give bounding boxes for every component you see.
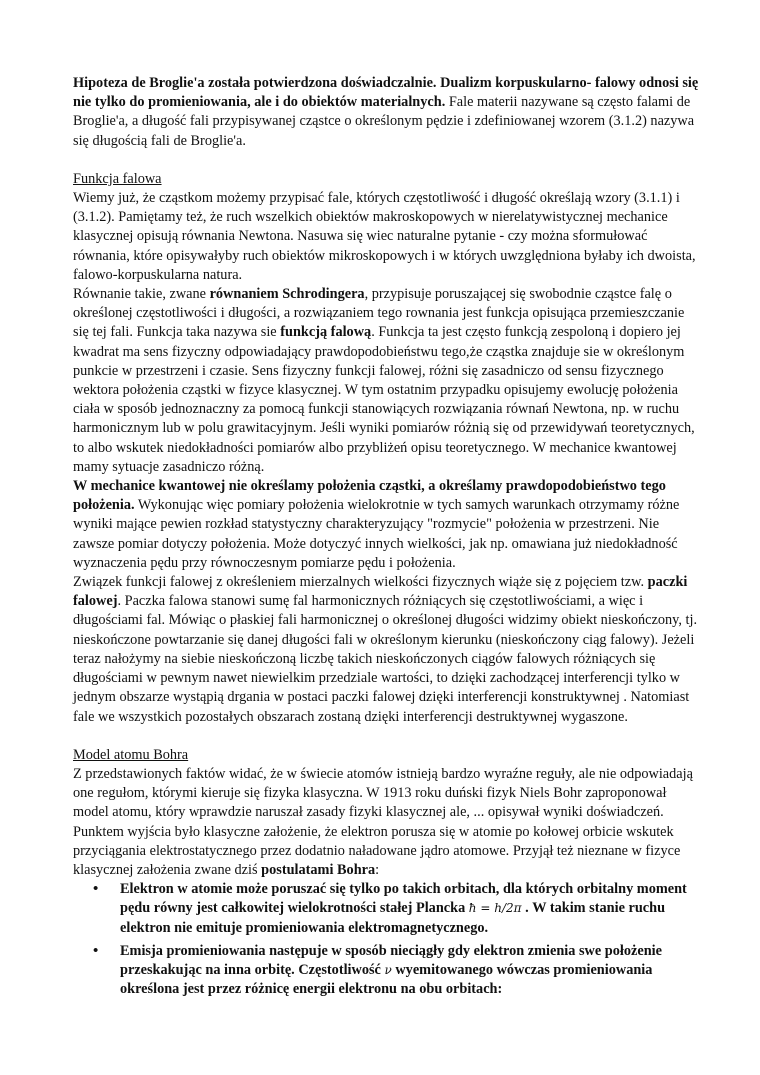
paragraph-bohr bbox=[73, 765, 699, 880]
bold-statement-prawdopodobienstwo: W mechanice kwantowej nie określamy położenia cząstki, a określamy prawdopodobieństwo tego położenia. bbox=[73, 478, 666, 514]
intro-text: Fale materii nazywane są często falami de Broglie'a, a długość fali przypisywanej cząstce o określonym pędzie i zdefiniowanej wzorem (3.1.2) nazywa się długością fali de Broglie'a. bbox=[73, 94, 695, 149]
text-run: Elektron w atomie może poruszać się tylko po takich orbitach, dla których orbitalny moment pędu równy jest całkowitej wielokrotności stałej Plancka bbox=[120, 881, 687, 917]
paragraph-mechanika-kwantowa bbox=[73, 477, 699, 573]
paragraph-wiemy: Wiemy już, że cząstkom możemy przypisać fale, których częstotliwość i długość określają wzory (3.1.1) i (3.1.2). Pamiętamy też, że ruch wszelkich obiektów makroskopowych w nierelatywistycznej mechanice klasycznej opisują równania Newtona. Nasuwa się wiec naturalne pytanie - czy można sformułować równania, które opisywałyby ruch obiektów mikroskopowych i w których uwzględniona byłaby ich dwoista, falowo-korpuskularna natura. bbox=[73, 190, 696, 283]
intro-bold-text: Hipoteza de Broglie'a została potwierdzona doświadczalnie. Dualizm korpuskularno- falowy odnosi się nie tylko do promieniowania, ale i do obiektów materialnych. bbox=[73, 75, 699, 111]
text-run: : bbox=[375, 861, 380, 878]
list-item-postulate-2 bbox=[120, 942, 699, 1000]
paragraph-rownanie bbox=[73, 285, 699, 477]
list-item-postulate-1 bbox=[120, 880, 699, 938]
term-postulaty-bohra: postulatami Bohra bbox=[261, 861, 376, 878]
intro-paragraph bbox=[73, 74, 699, 151]
spacer bbox=[73, 727, 699, 746]
term-paczka-falowa: paczki falowej bbox=[73, 574, 688, 610]
text-run: , przypisuje poruszającej się swobodnie cząstce falę o określonej częstotliwości i długości, a rozwiązaniem tego rownania jest funkcja opisująca przemieszczanie się tej fali. Funkcja taka nazywa sie bbox=[73, 286, 685, 341]
text-run: Wykonując więc pomiary położenia wielokrotnie w tych samych warunkach otrzymamy różne wyniki mające pewien rozkład statystyczny charakteryzujący "rozmycie" położenia w przestrzeni. Nie zawsze pomiar dotyczy położenia. Może dotyczyć innych wielkości, jak np. omawiana już niedokładność wyznaczenia pędu przy równoczesnym pomiarze pędu i położenia. bbox=[73, 497, 680, 571]
text-run: . Paczka falowa stanowi sumę fal harmonicznych różniących się częstotliwościami, a więc i długościami fal. Mówiąc o płaskiej fali harmonicznej o określonej długości widzimy obiekt nieskończony, tj. nieskończone powtarzanie się danej długości fali w określonym kierunku (nieskończony ciąg falowy). Jeżeli teraz nałożymy na siebie nieskończoną liczbę takich nieskończonych ciągów falowych różniących się długościami w pewnym nawet niewielkim przedziale wartości, to dzięki zachodzącej interferencji tylko w jednym obszarze wystąpią drgania w postaci paczki falowej dzięki interferencji konstruktywnej . Natomiast fale we wszystkich pozostałych obszarach zostaną dzięki interferencji destruktywnej wygaszone. bbox=[73, 593, 698, 725]
section-heading-funkcja-falowa: Funkcja falowa bbox=[73, 170, 162, 187]
text-run: wyemitowanego wówczas promieniowania określona jest przez różnicę energii elektronu na obu orbitach: bbox=[120, 961, 653, 998]
spacer bbox=[73, 151, 699, 170]
document-page bbox=[73, 74, 699, 1003]
postulates-list bbox=[73, 880, 699, 999]
paragraph-paczka-falowa bbox=[73, 573, 699, 727]
text-run: Z przedstawionych faktów widać, że w świecie atomów istnieją bardzo wyraźne reguły, ale nie odpowiadają one regułom, którymi kieruje się fizyka klasyczna. W 1913 roku duński fizyk Niels Bohr zaproponował model atomu, który wprawdzie naruszał zasady fizyki klasycznej ale, ... opisywał wyniki doświadczeń. Punktem wyjścia było klasyczne założenie, że elektron porusza się w atomie po kołowej orbicie wskutek przyciągania elektrostatycznego przez dodatnio naładowane jądro atomowe. Przyjął też nieznane w fizyce klasycznej założenia zwane dziś bbox=[73, 765, 693, 878]
term-rownanie-schrodingera: równaniem Schrodingera bbox=[209, 286, 365, 303]
formula-h-bar: ħ = h/2π bbox=[468, 901, 522, 916]
text-run: . Funkcja ta jest często funkcją zespoloną i dopiero jej kwadrat ma sens fizyczny odpowiadający prawdopodobieństwu tego,że cząstka znajduje sie w określonym punkcie w przestrzeni i czasie. Sens fizyczny funkcji falowej, różni się zasadniczo od sensu fizycznego wektora położenia cząstki w fizyce klasycznej. W tym ostatnim przypadku opisujemy ewolucję położenia ciała w sposób jednoznaczny za pomocą funkcji stanowiących rozwiązania równań Newtona, np. w ruchu harmonicznym lub w polu grawitacyjnym. Jeśli wyniki pomiarów różnią się od przewidywań teoretycznych, to albo wskutek niedokładności pomiarów albo przybliżeń opisu teoretycznego. W mechanice kwantowej mamy sytuacje zasadniczo różną. bbox=[73, 324, 695, 475]
text-run: . W takim stanie ruchu elektron nie emituje promieniowania elektromagnetycznego. bbox=[120, 900, 666, 936]
text-run: Związek funkcji falowej z określeniem mierzalnych wielkości fizycznych wiąże się z pojęciem tzw. bbox=[73, 574, 648, 591]
text-run: Emisja promieniowania następuje w sposób nieciągły gdy elektron zmienia swe położenie przeskakując na inna orbitę. Częstotliwość bbox=[120, 942, 662, 978]
text-run: Równanie takie, zwane bbox=[73, 286, 210, 303]
section-heading-model-atomu-bohra: Model atomu Bohra bbox=[73, 746, 189, 763]
symbol-nu: ν bbox=[384, 962, 392, 977]
term-funkcja-falowa: funkcją falową bbox=[280, 324, 372, 341]
